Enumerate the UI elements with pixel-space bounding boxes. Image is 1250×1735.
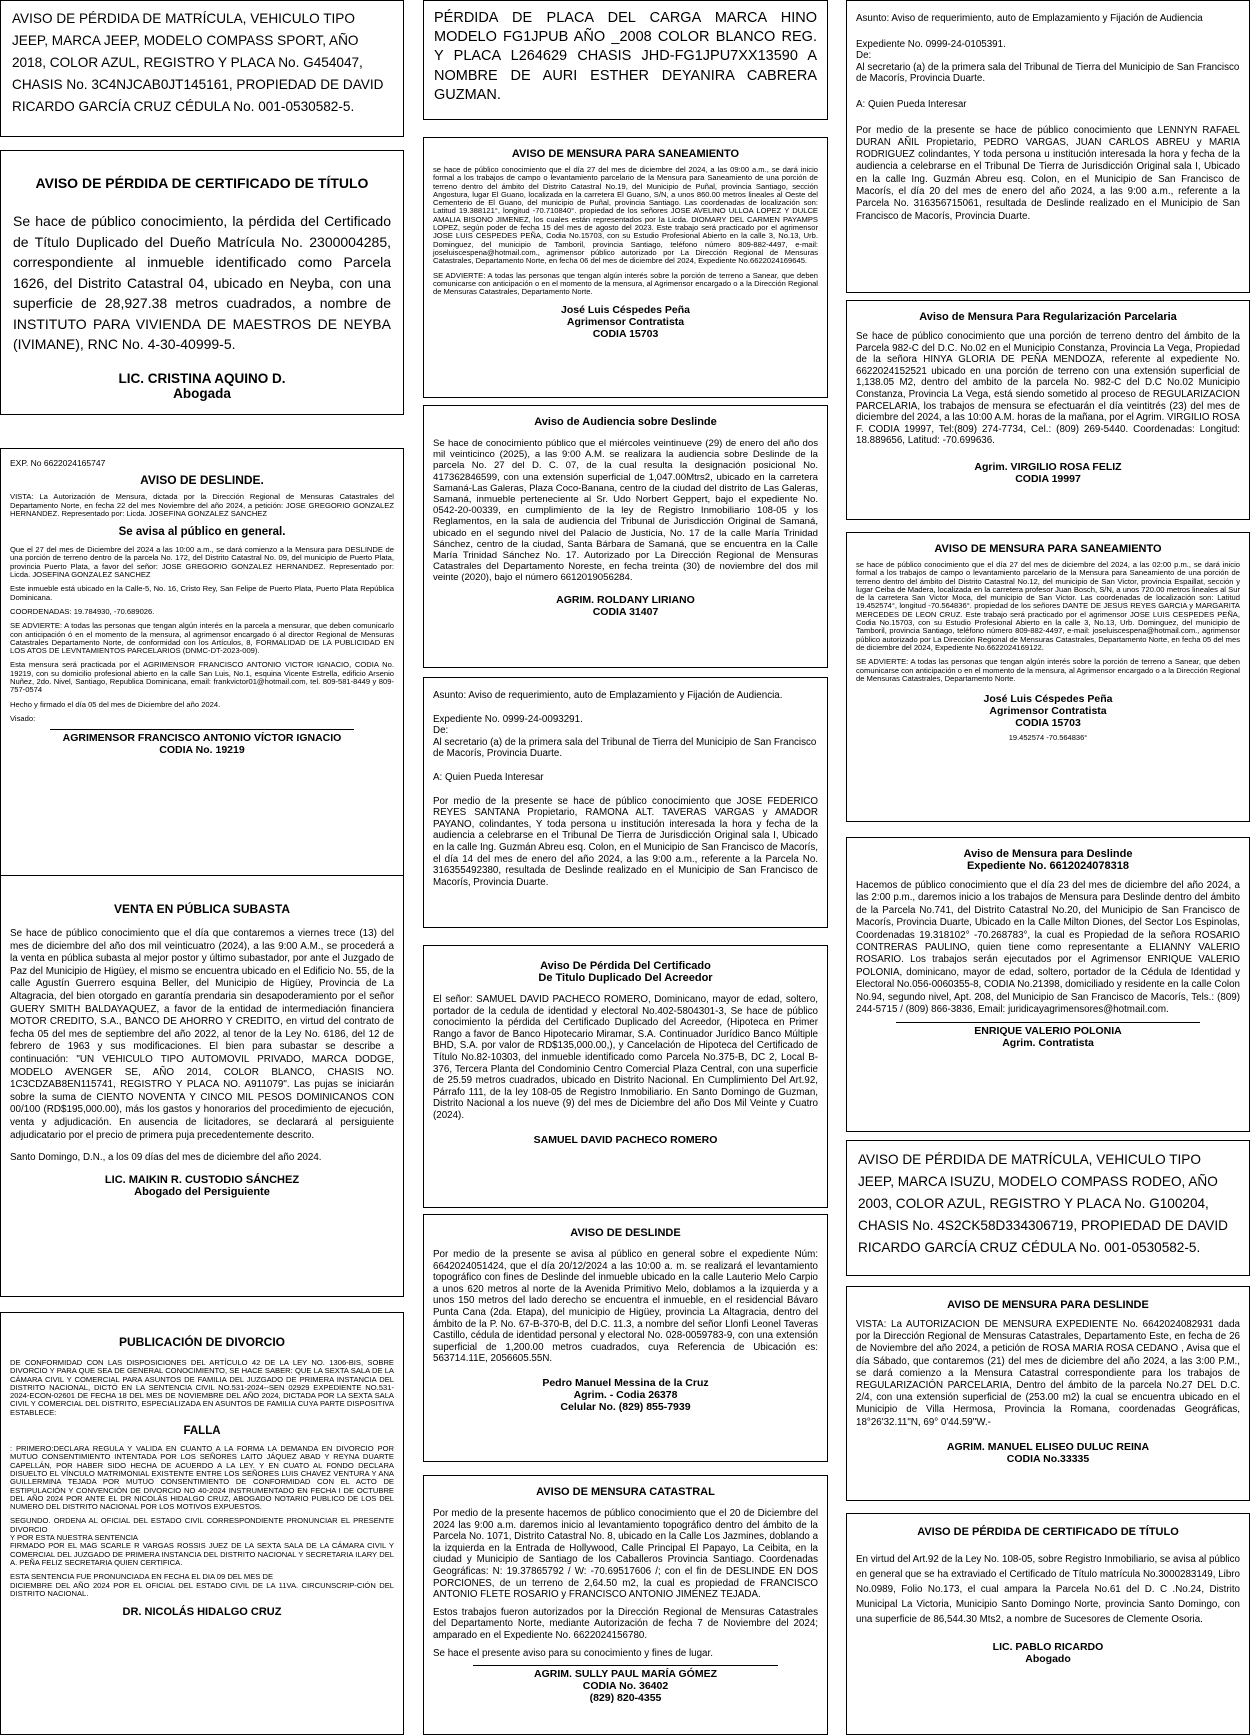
notice-date: Hecho y firmado el día 05 del mes de Diciembre del año 2024. bbox=[10, 699, 221, 709]
signature-role: Agrimensor Contratista bbox=[566, 316, 685, 329]
from-label: De: bbox=[856, 50, 872, 62]
signature-codia: CODIA No.33335 bbox=[1006, 1452, 1090, 1465]
notice-divorce-publication bbox=[0, 1312, 404, 1735]
signature-name: Pedro Manuel Messina de la Cruz bbox=[542, 1376, 709, 1389]
notice-vista: VISTA: La Autorización de Mensura, dictada por la Dirección Regional de Mensuras Catastrales del Departamento Norte, en fecha 22 del mes Noviembre del año 2024, a petición: JOSE GREGORIO GONZALEZ HERNANDEZ. Representado por: Licda. JOSEFINA GONZALEZ SANCHEZ bbox=[10, 492, 394, 518]
signature-role: Agrimensor Contratista bbox=[989, 705, 1107, 718]
signature-codia: CODIA No. 19219 bbox=[159, 744, 245, 757]
notice-paragraph: Que el 27 del mes de Diciembre del 2024 a las 10:00 a.m., se dará comienzo a la Mensura para DESLINDE de una porción de terreno dentro de la parcela No. 172, del Distrito Catastral No. 09, del municipio de Puerto Plata, provincia Puerto Plata, a favor del señor: JOSE GREGORIO GONZALEZ HERNANDEZ. Representado por: Licda. JOSEFINA GONZALEZ SANCHEZ bbox=[10, 545, 394, 580]
notice-coordinates: COORDENADAS: 19.784930, -70.689026. bbox=[10, 606, 155, 616]
notice-mensura-catastral-santiago bbox=[423, 1475, 828, 1735]
notice-mensura-deslinde-sfm bbox=[846, 837, 1250, 1132]
notice-subject: Asunto: Aviso de requerimiento, auto de Emplazamiento y Fijación de Audiencia bbox=[856, 13, 1203, 24]
signature-codia: CODIA 31407 bbox=[592, 605, 659, 618]
notice-paragraph: Estos trabajos fueron autorizados por la Dirección Regional de Mensuras Catastrales del Departamento Norte, mediante Autorización de fecha 7 de Noviembre del 2024; amparado en el Expediente No. 6622024156780. bbox=[433, 1606, 818, 1641]
notice-title: AVISO DE MENSURA PARA SANEAMIENTO bbox=[511, 148, 740, 160]
notice-lost-creditor-certificate bbox=[423, 945, 828, 1208]
notice-paragraph: Esta mensura será practicada por el AGRIMENSOR FRANCISCO ANTONIO VICTOR IGNACIO, CODIA No. 19219, con su domicilio profesional abierto en la calle San Luis, No.1, esquina Vicente Estrella, edificio Arsenio Nuñez, 2do. Nivel, Santiago, Republica Dominicana, email: frankvictor01@hotmail.com, tel. 809-581-8449 y 809-757-0574 bbox=[10, 660, 394, 695]
notice-emplazamiento-0093291 bbox=[423, 677, 828, 928]
notice-paragraph: : PRIMERO:DECLARA REGULA Y VALIDA EN CUANTO A LA FORMA LA DEMANDA EN DIVORCIO POR MUTUO CONSENTIMIENTO INTENTADA POR LOS SEÑORES LAITO JÁQUEZ ABAD Y REYNA DUARTE CAPELLÁN, POR HABER SIDO HECHA DE ACUERDO A LA LEY. Y EN CUATO AL FONDO DECLARA DISUELTO EL VÍNCULO MATRIMONIAL EXISTENTE ENTRE LOS SEÑORES LUIS CHAVEZ VENTURA Y ANA GUILLERMINA TEJADA POR MUTUO CONSENTIMIENTO DE CONFORMIDAD CON EL ACTO DE ESTIPULACIÓN Y CONVENCIÓN DE DIVORCIO NO 40-2024 INSTRUMENTADO EN FECHA I DE OCTUBRE DEL AÑO 2024 POR ANTE EL DR NICOLÁS HIDALGO CRUZ, ABOGADO NOTARIO PUBLICO DE LOS DEL NUMERO DEL DISTRITO NACIONAL POR LOS MOTIVOS EXPUESTOS. bbox=[10, 1444, 394, 1512]
notice-paragraph: SEGUNDO. ORDENA AL OFICIAL DEL ESTADO CIVIL CORRESPONDIENTE PRONUNCIAR EL PRESENTE DIVORCIO Y POR ESTA NUESTRA SENTENCIA FIRMADO POR EL MAG SCARLE R VARGAS ROSSIS JUEZ DE LA SEXTA SALA DE LA CÁMARA CIVIL Y COMERCIAL DEL JUZGADO DE PRIMERA INSTANCIA DEL DISTRITO NACIONAL Y SECRETARIA ILARY DEL A. PEÑA FELIZ SECRETARIA QUIEN CERTIFICA. bbox=[10, 1516, 394, 1567]
signature-role: Abogado bbox=[1025, 1653, 1071, 1665]
notice-warning: SE ADVIERTE: A todas las personas que tengan algún interés sobre la porción de terreno a Sanear, que deben comunicarse con anticipación o en el momento de la mensura, al Agrimensor encargado o a la Dirección Regional de Mensuras Catastrales, Departamento Norte. bbox=[433, 270, 818, 297]
signature-phone: Celular No. (829) 855-7939 bbox=[560, 1400, 691, 1413]
notice-title: AVISO DE PÉRDIDA DE CERTIFICADO DE TÍTULO bbox=[35, 175, 369, 191]
notice-emplazamiento-0105391 bbox=[846, 0, 1250, 293]
notice-title-line-2: Expediente No. 6612024078318 bbox=[966, 860, 1130, 872]
notice-lost-registration-jeep bbox=[0, 0, 404, 137]
notice-title: Aviso de Mensura para Deslinde bbox=[963, 848, 1133, 860]
signature-line bbox=[896, 1022, 1200, 1023]
signature-name: AGRIM. SULLY PAUL MARÍA GÓMEZ bbox=[534, 1668, 717, 1681]
notice-body: Por medio de la presente se hace de público conocimiento que LENNYN RAFAEL DURAN AÑIL Propietario, PEDRO VARGAS, JUAN CARLOS ABREU y MARIA RODRIGUEZ colindantes, Y toda persona u institución interesada la hora y fecha de la audiencia a celebrarse en el Tribunal De Tierra de Jurisdicción Original sala I, Ubicado en la calle Ing. Guzmán Abreu esq. Colon, en el Municipio de San Francisco de Macorís, el día 20 del mes de enero del año 2024, a las 9:00 a.m., referente a la Parcela No. 316356715061, resultada de Deslinde realizado en el Municipio de San Francisco de Macorís, Provincia Duarte. bbox=[856, 124, 1240, 222]
notice-audiencia-deslinde-samana bbox=[423, 405, 828, 668]
notice-body: Se hace de público conocimiento que una porción de terreno dentro del ámbito de la Parcela 982-C del D.C. No.02 en el Municipio Constanza, Provincia La Vega, Propiedad de la señora HINYA GLORIA DE PEÑA MENDOZA, referente al expediente No. 6622024152521 ubicado en una porción de terreno con una extensión superficial de 1,138.05 M2, dentro del ambito de la parcela No. 982-C del D.C No.02 Municipio Constanza, Provincia La Vega, está siendo sometido al proceso de REGULARIZACION PARCELARIA, los trabajos de mensura se efectuarán el día veintitrés (23) del mes de diciembre del 2024, a las 10:00 A.M. horas de la mañana, por el Agrim. VIRGILIO ROSA F. CODIA 19997, Tel:(809) 274-7734, Cel.: (809) 269-5440. Coordenadas: Longitud: 18.889656, Latitud: -70.699636. bbox=[856, 331, 1240, 447]
notice-body: AVISO DE PÉRDIDA DE MATRÍCULA, VEHICULO TIPO JEEP, MARCA JEEP, MODELO COMPASS SPORT, AÑO 2018, COLOR AZUL, REGISTRO Y PLACA No. G454047, CHASIS No. 3C4NJCAB0JT145161, PROPIEDAD DE DAVID RICARDO GARCÍA CRUZ CÉDULA No. 001-0530582-5. bbox=[12, 11, 384, 114]
signature-name: José Luis Céspedes Peña bbox=[561, 304, 690, 317]
signature-codia: CODIA 19997 bbox=[1015, 472, 1081, 485]
coordinates-note: 19.452574 -70.564836° bbox=[1008, 733, 1088, 743]
notice-body: PÉRDIDA DE PLACA DEL CARGA MARCA HINO MODELO FG1JPUB AÑO _2008 COLOR BLANCO REG. Y PLACA L264629 CHASIS JHD-FG1JPU7XX13590 A NOMBRE DE AURI ESTHER DEYANIRA CABRERA GUZMAN. bbox=[434, 10, 817, 103]
signature-name: AGRIM. ROLDANY LIRIANO bbox=[556, 593, 695, 606]
signature-role: Agrim. Contratista bbox=[1002, 1037, 1094, 1050]
notice-date: Santo Domingo, D.N., a los 09 días del mes de diciembre del año 2024. bbox=[10, 1152, 322, 1164]
signature-name: ENRIQUE VALERIO POLONIA bbox=[974, 1025, 1122, 1038]
from-label: De: bbox=[433, 725, 449, 737]
notice-deslinde-puerto-plata bbox=[0, 448, 404, 892]
expedient-number: Expediente No. 0999-24-0093291. bbox=[433, 713, 583, 725]
notice-lost-title-certificate-ivimane bbox=[0, 150, 404, 415]
notice-title: Aviso de Audiencia sobre Deslinde bbox=[534, 416, 717, 428]
notice-subject: Asunto: Aviso de requerimiento, auto de Emplazamiento y Fijación de Audiencia. bbox=[433, 690, 783, 701]
signature-codia: Agrim. - Codia 26378 bbox=[573, 1388, 678, 1401]
notice-body: Por medio de la presente se avisa al público en general sobre el expediente Núm: 6642024051424, que el día 20/12/2024 a las 10:00 a. m. se realizará el levantamiento topográfico con fines de Deslinde del inmueble ubicado en la calle Lauterio Melo Carpio a unos 620 metros al norte de la Avenida Primitivo Melo, doblamos a la izquierda y a unos 150 metros del lado derecho se encuentra el inmueble, en el residencial Bávaro Punta Cana (2da. Etapa), del municipio de Higüey, provincia La Altagracia, dentro del ámbito de la P. No. 67-B-370-B, del D.C. 11.3, a nombre del señor Llonfi Leonel Taveras Castillo, cédula de identidad personal y electoral No. 028-0059783-9, con una extensión superficial de 1,200.00 metros cuadrados, cuya Referencia de Ubicación es: 563714.11E, 2056605.55N. bbox=[433, 1249, 818, 1365]
notice-title: AVISO DE MENSURA PARA SANEAMIENTO bbox=[934, 543, 1162, 555]
notice-paragraph: Se hace el presente aviso para su conocimiento y fines de lugar. bbox=[433, 1647, 713, 1659]
notice-mensura-deslinde-villa-hermosa bbox=[846, 1286, 1250, 1501]
notice-body: Se hace de público conocimiento que el día que contaremos a viernes trece (13) del mes de diciembre del año dos mil veinticuatro (2024), a las 9:00 A.M., se procederá a la venta en pública subasta al mejor postor y último subastador, por ante el Juzgado de Paz del Municipio de Higüey, el mismo se encuentra ubicado en el Edificio No. 55, de la calle Agustín Guerrero esquina Beller, del Municipio de Higüey, Provincia de La Altagracia, del bien otorgado en garantía prendaria sin desapoderamiento por el señor GUERY SMITH BALDAYAQUEZ, a favor de la entidad de intermediación financiera MOTOR CREDITO, S.A., BANCO DE AHORRO Y CREDITO, en virtud del contrato de fecha 05 del mes de septiembre del año 2022, al tenor de la Ley No. 6186, del 12 de febrero de 1963 y sus modificaciones. El bien para subastar se describe a continuación: "UN VEHICULO TIPO AUTOMOVIL PRIVADO, MARCA DODGE, MODELO AVENGER SE, AÑO 2014, COLOR BLANCO, CHASIS NO. 1C3CDZAB8EN115741, REGISTRO Y PLACA NO. A911079". Las pujas se iniciarán sobre la suma de CIENTO NOVENTA Y CINCO MIL PESOS DOMINICANOS CON 00/100 (RD$195,000.00), más los gastos y honorarios del procedimiento de ejecución, venta y adjudicación. En ausencia de licitadores, se declarará al persiguiente adjudicatario por el precio de primera puja precedentemente descrito. bbox=[10, 928, 394, 1141]
signature-codia: CODIA No. 36402 bbox=[582, 1680, 669, 1693]
notice-title: AVISO DE PÉRDIDA DE CERTIFICADO DE TÍTULO bbox=[917, 1526, 1179, 1538]
notice-addressee: A: Quien Pueda Interesar bbox=[433, 771, 544, 783]
signature-name: SAMUEL DAVID PACHECO ROMERO bbox=[533, 1133, 718, 1146]
signature-name: DR. NICOLÁS HIDALGO CRUZ bbox=[122, 1606, 282, 1619]
signature-name: LIC. PABLO RICARDO bbox=[992, 1641, 1104, 1653]
notice-body: Se hace de público conocimiento, la pérdida del Certificado de Título Duplicado del Dueño Matrícula No. 2300004285, correspondiente al inmueble identificado como Parcela 1626, del Distrito Catastral 04, ubicado en Neyba, con una superficie de 28,927.38 metros cuadrados, a nombre de INSTITUTO PARA VIVIENDA DE MAESTROS DE NEYBA (IVIMANE), RNC No. 4-30-40999-5. bbox=[13, 213, 391, 352]
notice-body: Hacemos de público conocimiento que el día 23 del mes de diciembre del año 2024, a las 2:00 p.m., daremos inicio a los trabajos de Mensura para Deslinde dentro del ámbito de la Parcela No.741, del Distrito Catastral No.20, del Municipio de San Francisco de Macorís, Provincia Duarte, Ubicado en la Calle Milton Diones, del Sector Los Espinolas, Coordenadas 19.318102° -70.268783°, la cual es Propiedad de la señora ROSARIO CONTRERAS PAULINO, quien tiene como representante a ELIANNY VALERIO ROSARIO. Los trabajos serán ejecutados por el Agrimensor ENRIQUE VALERIO POLONIA, dominicano, mayor de edad, soltero, portador de la Cédula de Identidad y Electoral No.056-0060355-8, CODIA No.21398, domiciliado y residente en la calle Colon No.94, segundo nivel, Apt. 208, del Municipio de San Francisco de Macorís, Tels.: (809) 244-5715 / (809) 866-3836, Email: juridicayagrimensores@hotmail.com. bbox=[856, 880, 1240, 1016]
notice-warning: SE ADVIERTE: A todas las personas que tengan algún interés sobre la porción de terreno a Sanear, que deben comunicarse con anticipación o en el momento de la mensura, al Agrimensor encargado o a la Dirección Regional de Mensuras Catastrales, Departamento Norte. bbox=[856, 657, 1240, 683]
notice-title: AVISO DE DESLINDE bbox=[570, 1227, 681, 1239]
notice-title-line-2: De Titulo Duplicado Del Acreedor bbox=[538, 972, 713, 984]
notice-subtitle: Se avisa al público en general. bbox=[118, 526, 286, 539]
signature-name: LIC. MAIKIN R. CUSTODIO SÁNCHEZ bbox=[104, 1173, 300, 1186]
notice-lost-registration-isuzu bbox=[846, 1140, 1250, 1276]
notice-body: El señor: SAMUEL DAVID PACHECO ROMERO, Dominicano, mayor de edad, soltero, portador de la cedula de identidad y electoral No.402-5804301-3, Se hace de público conocimiento la pérdida del Certificado Duplicado del Acreedor, (Hipoteca en Primer Rango a favor de Banco Hipotecario Miramar, S.A. Continuador Jurídico Banco Múltiple BHD, S.A. por valor de RD$135,000.00,), y Cancelación de Hipoteca del Certificado de Título No.82-10303, del inmueble identificado como Parcela No.375-B, DC 2, Local B-376, Tercera Planta del Condominio Centro Comercial Plaza Central, con una superficie de 25.59 metros cuadrados, ubicado en Distrito Nacional. En Cumplimiento Del Art.92, Párrafo 111, de la ley 108-05 de Registro Inmobiliario. En Santo Domingo de Guzman, Distrito Nacional a los nueve (9) del mes de Diciembre del año Dos Mil Veinte y Cuatro (2024). bbox=[433, 994, 818, 1121]
signature-name: José Luis Céspedes Peña bbox=[983, 693, 1113, 706]
notice-body: Se hace de conocimiento público que el miércoles veintinueve (29) de enero del año dos mil veinticinco (2025), a las 9:00 A.M. se realizara la audiencia sobre Deslinde de la parcela No. 27 del D. C. 07, de la cual resulta la designación posicional No. 417362846599, con una extensión superficial de 1,047.00Mtrs2, ubicado en la carretera Samaná-Las Galeras, Plaza Coco-Banana, centro de la ciudad del distrito de Las Galeras, Samaná, inmueble perteneciente al Sr. Udo Norbert Geppert, bajo el expediente No. 0542-20-00339, en cumplimiento de la ley de Registro Inmobiliario 108-05 y los Reglamentos, en la sala de audiencia del Tribunal de Jurisdicción Original de Samaná, ubicado en el segundo nivel del Palacio de Justicia, No. 17 de la calle María Trinidad Sánchez, centro de la ciudad, Santa Bárbara de Samaná, que se encuentra en la Calle María Trinidad Sánchez No. 17. Autorizado por La Dirección Regional de Mensuras Catastrales del Departamento Noreste, en fecha treinta (30) de noviembre del dos mil veinte (2020), bajo el número 6612019056284. bbox=[433, 438, 818, 584]
notice-title: Aviso De Pérdida Del Certificado bbox=[540, 960, 711, 972]
notice-title: AVISO DE MENSURA CATASTRAL bbox=[536, 1486, 715, 1498]
signature-name: AGRIMENSOR FRANCISCO ANTONIO VÍCTOR IGNACIO bbox=[62, 732, 342, 745]
notice-paragraph: se hace de público conocimiento que el día 27 del mes de diciembre del 2024, a las 02:00 p.m., se dará inicio formal a los trabajos de campo o levantamiento parcelario de la Mensura para Saneamiento de una porción de terreno dentro del ámbito del Distrito Catastral No.12, del municipio de San Victor, provincia Espaillat, sección y lugar Ceiba de Madera, localizada en la carretera profesor Juan Bosch, S/N, a unos 720.00 metros lineales al Sur de la carretera San Victor Moca, del municipio de San Victor. Las coordenadas de localización son: Latitud 19.452574°, longitud -70.564836°. propiedad de los señores DANTE DE JESUS REYES GARCIA y MARGARITA MERCEDES DE LEON CRUZ. Este trabajo será practicado por el agrimensor JOSE LUIS CESPEDES PEÑA, Codia No.15703, con su Estudio Profesional Abierto en la calle 3, No.13, Urb. Dominguez, del municipio de Tamboril, provincia Santiago, teléfono número 809-882-4497, e-mail: joseluiscespena@hotmail.com., agrimensor público autorizado por La Dirección Regional de Mensuras Catastrales, Departamento Norte, en fecha 05 del mes de diciembre del 2024, Expediente No.6622024169122. bbox=[856, 560, 1240, 652]
notice-title: VENTA EN PÚBLICA SUBASTA bbox=[113, 902, 290, 916]
notice-warning: SE ADVIERTE: A todas las personas que tengan algún interés en la parcela a mensurar, que deben comunicarlo con anticipación ó en el momento de la mensura, al agrimensor encargado ó al director Regional de Mensuras Catastrales Departamento Norte, de conformidad con los Artículos, 8, FORMALIDAD DE LA PUBLICIDAD EN LOS ATOS DE LEVNTAMIENTOS PARCELARIOS (DNMC-DT-2023-009). bbox=[10, 621, 394, 656]
signature-role: Abogada bbox=[173, 385, 231, 401]
falla-heading: FALLA bbox=[183, 1425, 221, 1438]
signature-line bbox=[50, 729, 354, 730]
notice-title: Aviso de Mensura Para Regularización Parcelaria bbox=[919, 311, 1177, 323]
notice-title: PUBLICACIÓN DE DIVORCIO bbox=[118, 1335, 285, 1349]
notice-title: AVISO DE MENSURA PARA DESLINDE bbox=[947, 1299, 1149, 1311]
notice-paragraph: Este inmueble está ubicado en la Calle-5, No. 16, Cristo Rey, San Felipe de Puerto Plata, Puerto Plata República Dominicana. bbox=[10, 584, 394, 602]
notice-mensura-saneamiento-san-victor bbox=[846, 532, 1250, 822]
notice-paragraph: se hace de público conocimiento que el día 27 del mes de diciembre del 2024, a las 09:00 a.m., se dará inicio formal a los trabajos de campo o levantamiento parcelario de la Mensura para Saneamiento de una porción de terreno dentro del ámbito del Distrito Catastral No.19, del Municipio de Puñal, provincia Santiago, sección Angostura, lugar El Guano, localizada en la carretera El Guano, S/N, a unos 860.00 metros lineales al Oeste del Cementerio de El Guano, del municipio de Puñal, provincia Santiago. Las coordenadas de localización son: Latitud 19.388121°, longitud -70.710840°. propiedad de los señores JOSE AVELINO ULLOA LOPEZ Y DULCE AMALIA BISONO JIMENEZ, los cuales están representados por la Licda. DIOMARY DEL CARMEN PAYAMPS LOPEZ, según poder de fecha 15 del mes de agosto del 2023. Este trabajo será practicado por el agrimensor JOSE LUIS CESPEDES PEÑA, Codia No.15703, con su Estudio Profesional Abierto en la calle 3, No.13, Urb. Dominguez, del municipio de Tamboril, provincia Santiago, teléfono número 809-882-4497, e-mail: joseluiscespena@hotmail.com., agrimensor público autorizado por La Dirección Regional de Mensuras Catastrales, Departamento Norte, en fecha 06 del mes de diciembre del 2024, Expediente No.6622024169645. bbox=[433, 165, 818, 266]
notice-public-auction bbox=[0, 875, 404, 1297]
notice-recipient: Al secretario (a) de la primera sala del Tribunal de Tierra del Municipio de San Francisco de Macorís, Provincia Duarte. bbox=[433, 736, 817, 760]
notice-mensura-saneamiento-punal bbox=[423, 137, 828, 398]
expedient-number: EXP. No 6622024165747 bbox=[10, 458, 106, 468]
signature-codia: CODIA 15703 bbox=[1015, 717, 1081, 730]
notice-body: Por medio de la presente se hace de público conocimiento que JOSE FEDERICO REYES SANTANA Propietario, RAMONA ALT. TAVERAS VARGAS y AMADOR PAYANO, colindantes, Y toda persona u institución interesada la hora y fecha de la audiencia a celebrarse en el Tribunal De Tierra de Jurisdicción Original sala I, Ubicado en la calle Ing. Guzmán Abreu esq. Colon, en el Municipio de San Francisco de Macorís, el día 14 del mes de enero del año 2024, a las 9:00 a.m., referente a la Parcela No. 316355492380, resultada de Deslinde realizado en el Municipio de San Francisco de Macorís, Provincia Duarte. bbox=[433, 795, 818, 888]
signature-line bbox=[473, 1665, 778, 1666]
notice-recipient: Al secretario (a) de la primera sala del Tribunal de Tierra del Municipio de San Francisco de Macorís, Provincia Duarte. bbox=[856, 61, 1240, 85]
notice-title: AVISO DE DESLINDE. bbox=[140, 473, 264, 488]
notice-regularizacion-constanza bbox=[846, 300, 1250, 520]
expedient-number: Expediente No. 0999-24-0105391. bbox=[856, 38, 1006, 50]
notice-addressee: A: Quien Pueda Interesar bbox=[856, 98, 967, 110]
notice-body: AVISO DE PÉRDIDA DE MATRÍCULA, VEHICULO TIPO JEEP, MARCA ISUZU, MODELO COMPASS RODEO, AÑO 2003, COLOR AZUL, REGISTRO Y PLACA No. G100204, CHASIS No. 4S2CK58D334306719, PROPIEDAD DE DAVID RICARDO GARCÍA CRUZ CÉDULA No. 001-0530582-5. bbox=[858, 1152, 1228, 1255]
notice-paragraph: ESTA SENTENCIA FUE PRONUNCIADA EN FECHA EL DIA 09 DEL MES DE DICIEMBRE DEL AÑO 2024 POR EL OFICIAL DEL ESTADO CIVIL DE LA 11VA. CIRCUNSCRIP-CIÓN DEL DISTRITO NACIONAL. bbox=[10, 1572, 394, 1598]
signature-phone: (829) 820-4355 bbox=[589, 1692, 662, 1705]
notice-body: En virtud del Art.92 de la Ley No. 108-05, sobre Registro Inmobiliario, se avisa al público en general que se ha extraviado el Certificado de Título matrícula No.3000283149, Libro No.0989, Folio No.173, el cual ampara la Parcela No.61 del D. C .No.24, Distrito Municipal La Victoria, Municipio Santo Domingo Norte, provincia Santo Domingo, con una superficie de 86,544.30 Mts2, a nombre de Sucesores de Clemente Osoria. bbox=[856, 1554, 1240, 1625]
signature-name: LIC. CRISTINA AQUINO D. bbox=[118, 370, 286, 386]
notice-lost-title-certificate-osoria bbox=[846, 1513, 1250, 1735]
notice-lost-plate-hino bbox=[423, 0, 828, 120]
notice-body: VISTA: La AUTORIZACION DE MENSURA EXPEDIENTE No. 6642024082931 dada por la Dirección Regional de Mensuras Catastrales, Departamento Este, en fecha de 26 de Noviembre del año 2024, a petición de ROSA MARIA ROSA CEDANO , Avisa que el día Sábado, que contaremos (21) del mes de diciembre del año 2024, a las 3:00 P.M., se dará comienzo a la Mensura Catastral correspondiente para los trabajos de REGULARIZACIÓN PARCELARIA, Dentro del ámbito de la parcela No.27 DEL D.C. 2/4, con una extensión superficial de (253.00 m2) la cual se encuentra ubicado en el Municipio de Villa Hermosa, Provincia la Romana, coordenadas Geográficas, 18°26'32.11"N, 69° 0'44.59"W.- bbox=[856, 1319, 1240, 1428]
notice-paragraph: DE CONFORMIDAD CON LAS DISPOSICIONES DEL ARTÍCULO 42 DE LA LEY NO. 1306-BIS, SOBRE DIVORCIO Y PARA QUE SEA DE GENERAL CONOCIMIENTO, SE HACE SABER: QUE LA SEXTA SALA DE LA CÁMARA CIVIL Y COMERCIAL PARA ASUNTOS DE FAMILIA DEL JUZGADO DE PRIMERA INSTANCIA DEL DISTRITO NACIONAL, DICTÓ EN LA SENTENCIA CIVIL NO.531-2024--SEN 02929 EXPEDIENTE NO.531-2024-ECON-02601 DE FECHA 18 DEL MES DE NOVIEMBRE DEL AÑO 2024, DICTADA POR LA SEXTA SALA CIVIL Y COMERCIAL DEL DISTRITO, ESPECIALIZADA EN ASUNTOS DE FAMILIA CUYA PARTE DISPOSITIVA ESTABLECE: bbox=[10, 1358, 394, 1417]
signature-name: AGRIM. MANUEL ELISEO DULUC REINA bbox=[946, 1440, 1150, 1453]
notice-paragraph: Por medio de la presente hacemos de público conocimiento que el 20 de Diciembre del 2024 las 9:00 a.m. daremos inicio al levantamiento topográfico dentro del ámbito de la Parcela No. 1071, Distrito Catastral No. 8, ubicado en la Calle Los Jazmines, doblando a la izquierda en la Entrada de Hollywood, Calle Principal El Papayo, La Ceibita, en la ciudad y Municipio de Santiago de los Caballeros Provincia Santiago. Coordenadas Geográficas: N: 19.37865792 / W: -70.69517606 /; con el fin de DESLINDE EN DOS PORCIONES, de un terreno de 2,64.50 m2, la cual es propiedad de FRANCISCO ANTONIO FLETE ROSARIO y FRANCISCO ANTONIO JIMÉNEZ TEJADA. bbox=[433, 1508, 819, 1601]
notice-deslinde-higuey bbox=[423, 1214, 828, 1462]
visado-label: Visado: bbox=[10, 713, 36, 723]
signature-codia: CODIA 15703 bbox=[592, 328, 659, 341]
signature-name: Agrim. VIRGILIO ROSA FELIZ bbox=[974, 460, 1122, 473]
signature-role: Abogado del Persiguiente bbox=[134, 1185, 270, 1198]
